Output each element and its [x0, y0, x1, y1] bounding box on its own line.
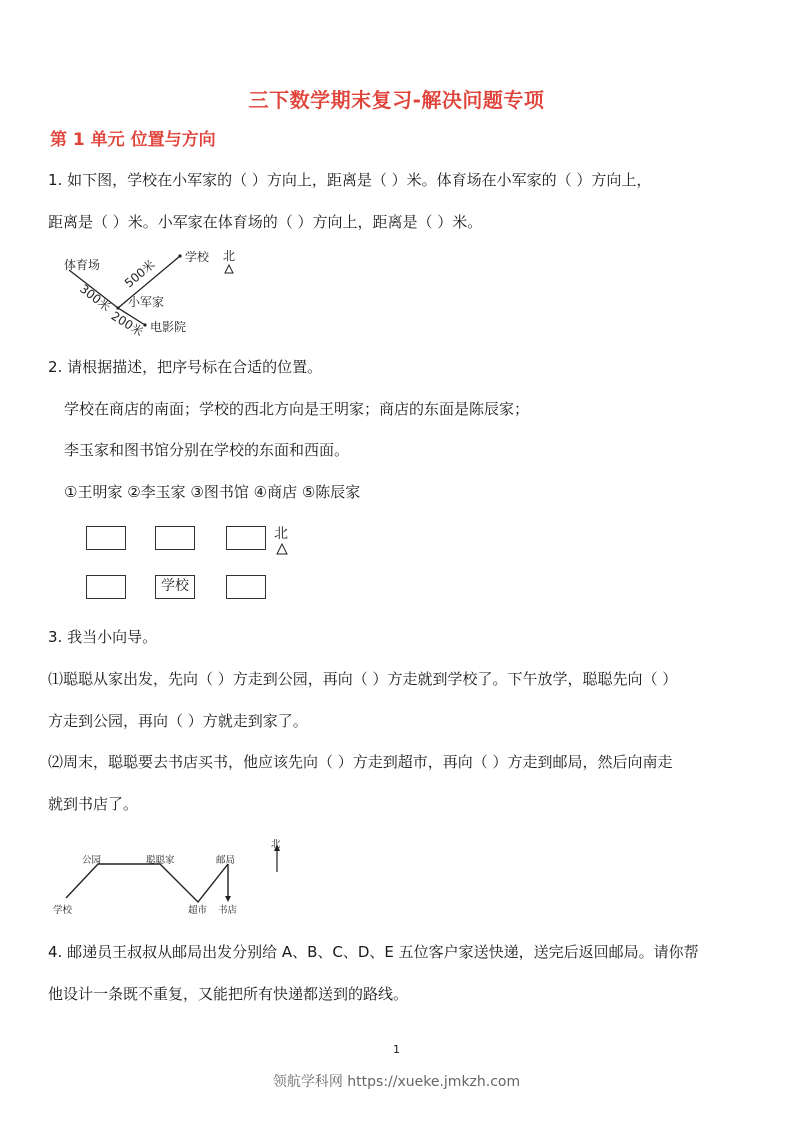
label-gym: 体育场 [64, 258, 101, 272]
north-label: 北 [271, 839, 281, 850]
q2-options: ①王明家 ②李玉家 ③图书馆 ④商店 ⑤陈辰家 [64, 483, 361, 501]
school-label: 学校 [161, 578, 189, 594]
unit-heading: 第 1 单元 位置与方向 [50, 130, 216, 150]
page-number: 1 [393, 1043, 400, 1056]
q2-line3: 李玉家和图书馆分别在学校的东面和西面。 [64, 441, 350, 459]
q2-figure [84, 520, 304, 604]
q3-route-lines [48, 834, 298, 916]
distance-cinema: 200米 [108, 308, 146, 340]
q3-line1: 3. 我当小向导。 [48, 628, 158, 646]
q3-line3: 方走到公园，再向（ ）方就走到家了。 [48, 712, 308, 730]
school-box [155, 575, 195, 599]
answer-box[interactable] [86, 526, 126, 550]
label-supermarket: 超市 [188, 905, 208, 916]
north-label: 北 [274, 526, 288, 542]
q1-line2: 距离是（ ）米。小军家在体育场的（ ）方向上，距离是（ ）米。 [48, 213, 483, 231]
q3-line2: ⑴聪聪从家出发，先向（ ）方走到公园，再向（ ）方走就到学校了。下午放学，聪聪先向（ ） [48, 670, 678, 688]
q3-figure [48, 834, 298, 916]
label-cinema: 电影院 [150, 320, 187, 334]
north-arrow-icon [275, 543, 291, 557]
q4-line1: 4. 邮递员王叔叔从邮局出发分别给 A、B、C、D、E 五位客户家送快递，送完后返回邮局。请你帮 [48, 943, 699, 961]
label-home: 小军家 [128, 295, 165, 309]
q1-line1: 1. 如下图，学校在小军家的（ ）方向上，距离是（ ）米。体育场在小军家的（ ）方向上， [48, 171, 652, 189]
label-post-office: 邮局 [216, 855, 236, 866]
q3-line5: 就到书店了。 [48, 795, 139, 813]
q4-line2: 他设计一条既不重复，又能把所有快递都送到的路线。 [48, 985, 409, 1003]
q2-line2: 学校在商店的南面；学校的西北方向是王明家；商店的东面是陈辰家； [64, 400, 530, 418]
label-school: 学校 [53, 905, 73, 916]
q2-line1: 2. 请根据描述，把序号标在合适的位置。 [48, 358, 323, 376]
footer-watermark: 领航学科网 https://xueke.jmkzh.com [272, 1074, 521, 1090]
q3-line4: ⑵周末，聪聪要去书店买书，他应该先向（ ）方走到超市，再向（ ）方走到邮局，然后向南走 [48, 753, 673, 771]
answer-box[interactable] [155, 526, 195, 550]
answer-box[interactable] [226, 526, 266, 550]
page-title: 三下数学期末复习-解决问题专项 [248, 88, 545, 112]
answer-box[interactable] [86, 575, 126, 599]
distance-school: 500米 [121, 257, 158, 291]
label-school: 学校 [185, 250, 210, 264]
q1-figure [48, 244, 268, 340]
answer-box[interactable] [226, 575, 266, 599]
distance-gym: 300米 [77, 281, 114, 315]
label-bookstore: 书店 [218, 905, 238, 916]
north-label: 北 [223, 249, 236, 263]
label-park: 公园 [82, 855, 102, 866]
label-home: 聪聪家 [146, 855, 175, 866]
